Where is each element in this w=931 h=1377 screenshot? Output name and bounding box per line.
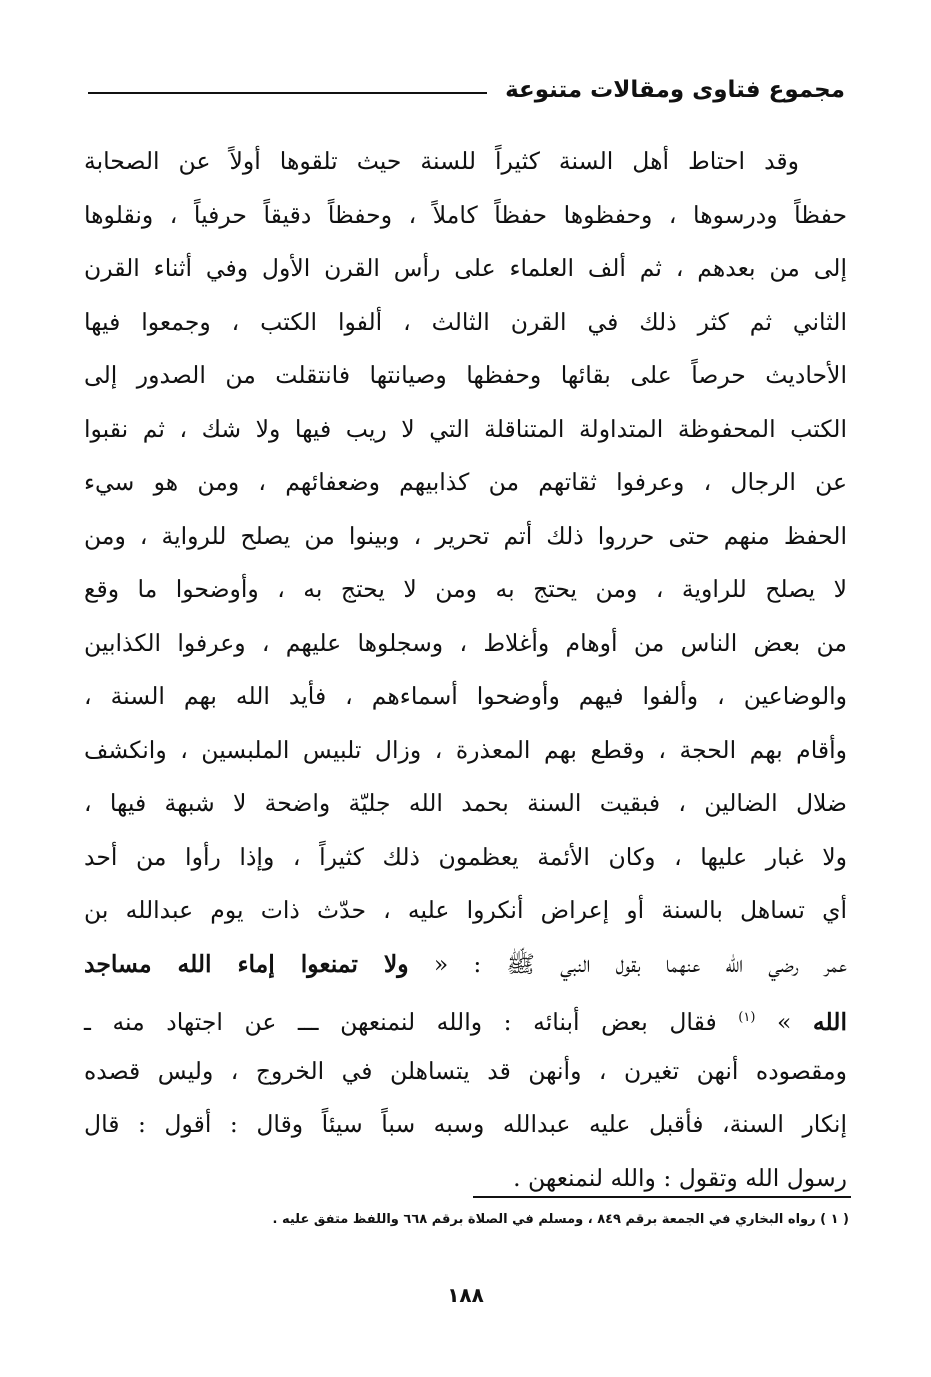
page-number: ١٨٨: [447, 1283, 484, 1307]
text-line: أي تساهل بالسنة أو إعراض أنكروا عليه ، حدّث ذات يوم عبدالله بن: [84, 896, 847, 924]
text-line: ولا غبار عليها ، وكان الأئمة يعظمون ذلك كثيراً ، وإذا رأوا من أحد: [84, 842, 847, 871]
header-rule: [88, 92, 487, 94]
text-line: وأقام بهم الحجة ، وقطع بهم المعذرة ، وزال تلبيس الملبسين ، وانكشف: [84, 735, 847, 764]
text-line: عن الرجال ، وعرفوا ثقاتهم من كذابيهم وضعفائهم ، ومن هو سيء: [84, 468, 847, 496]
text-line: الأحاديث حرصاً على بقائها وحفظها وصيانتها فانتقلت من الصدور إلى: [84, 361, 847, 389]
hadith-intro: عمر رضي الله عنهما بقول النبي ﷺ : «: [408, 949, 847, 978]
quote-close: »: [755, 1007, 813, 1036]
text-line: الحفظ منهم حتى حرروا ذلك أتم تحرير ، وبينوا من يصلح للرواية ، ومن: [84, 521, 847, 550]
footnote-separator: [473, 1196, 851, 1198]
text-line: رسول الله وتقول : والله لنمنعهن .: [513, 1163, 847, 1192]
text-line: والوضاعين ، وألفوا فيهم وأوضحوا أسماءهم ، فأيد الله بهم السنة ،: [84, 682, 847, 710]
text-line: إلى من بعدهم ، ثم ألف العلماء على رأس القرن الأول وفي أثناء القرن: [84, 254, 847, 282]
footnote-reference[interactable]: (١): [738, 1010, 756, 1025]
text-line: الثاني ثم كثر ذلك في القرن الثالث ، ألفوا الكتب ، وجمعوا فيها: [84, 307, 847, 336]
text-line: وقد احتاط أهل السنة كثيراً للسنة حيث تلقوها أولاً عن الصحابة: [84, 147, 799, 175]
text-line: إنكار السنة، فأقبل عليه عبدالله وسبه سباً سيئاً وقال : أقول : قال: [84, 1110, 847, 1138]
text-line: من بعض الناس من أوهام وأغلاط ، وسجلوها عليهم ، وعرفوا الكذابين: [84, 628, 847, 657]
text-line: لا يصلح للراوية ، ومن يحتج به ومن لا يحتج به ، وأوضحوا ما وقع: [84, 575, 847, 603]
text-line-hadith-end: [84, 991, 847, 1045]
text-line: حفظاً ودرسوها ، وحفظوها حفظاً كاملاً ، وحفظاً دقيقاً حرفياً ، ونقلوها: [84, 200, 847, 229]
header-title: مجموع فتاوى ومقالات متنوعة: [505, 77, 845, 103]
main-text: [84, 135, 847, 1205]
running-header: [88, 70, 845, 110]
text-continuation: فقال بعض أبنائه : والله لنمنعهن ـــ عن اجتهاد منه ـ: [84, 1007, 739, 1036]
text-line-hadith: [84, 938, 847, 992]
hadith-quote-part1: ولا تمنعوا إماء الله مساجد: [84, 949, 409, 978]
footnote: ( ١ ) رواه البخاري في الجمعة برقم ٨٤٩ ، ومسلم في الصلاة برقم ٦٦٨ واللفظ متفق عليه .: [272, 1212, 849, 1227]
text-line: ومقصوده أنهن تغيرن ، وأنهن قد يتساهلن في الخروج ، وليس قصده: [84, 1056, 847, 1085]
text-line: ضلال الضالين ، فبقيت السنة بحمد الله جليّة واضحة لا شبهة فيها ،: [84, 789, 847, 817]
text-line: الكتب المحفوظة المتداولة المتناقلة التي لا ريب فيها ولا شك ، ثم نقبوا: [84, 414, 847, 443]
hadith-quote-part2: الله: [812, 1007, 847, 1036]
